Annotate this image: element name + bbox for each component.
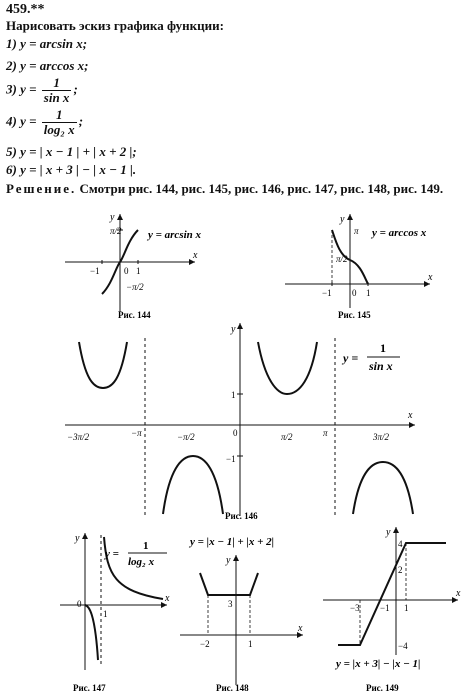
item-4-fraction: $\frac{1}{\text{log₂ x}}$ bbox=[43, 107, 75, 137]
f147-one: 1 bbox=[103, 609, 108, 619]
f149-p1: 1 bbox=[404, 603, 409, 613]
f147-formula-numer: 1 bbox=[143, 540, 149, 552]
f145-formula: y = arccos x bbox=[372, 227, 427, 239]
f149-mfour: −4 bbox=[398, 641, 408, 651]
f144-o: 0 bbox=[124, 266, 129, 276]
solution-text: Смотри рис. 144, рис. 145, рис. 146, рис. 147, рис. 148, рис. 149. bbox=[79, 181, 444, 196]
f149-two: 2 bbox=[398, 565, 403, 575]
f146-one: 1 bbox=[231, 390, 236, 400]
f148-formula: y = |x − 1| + |x + 2| bbox=[190, 536, 275, 548]
f146-x-label: x bbox=[408, 410, 413, 421]
f146-tick-2: −π bbox=[131, 428, 142, 438]
f149-m1: −1 bbox=[380, 603, 390, 613]
solution-word: Решение. bbox=[6, 181, 77, 196]
f145-x-label: x bbox=[428, 272, 433, 283]
f144-mpi2: −π/2 bbox=[126, 282, 144, 292]
f149-m3: −3 bbox=[350, 603, 360, 613]
f146-tick-6: 3π/2 bbox=[373, 432, 390, 442]
f146-o: 0 bbox=[233, 428, 238, 438]
f148-three: 3 bbox=[228, 599, 233, 609]
f146-caption: Рис. 146 bbox=[225, 511, 258, 521]
task-statement: Нарисовать эскиз графика функции: bbox=[6, 18, 224, 33]
item-4: 4) y = $\frac{1}{\text{log₂ x}}$ ; bbox=[6, 107, 84, 137]
f145-m1: −1 bbox=[322, 288, 332, 298]
f145-y-label: y bbox=[340, 214, 345, 225]
f146-tick-1: −3π/2 bbox=[67, 432, 90, 442]
f149-caption: Рис. 149 bbox=[366, 683, 399, 693]
f144-p1: 1 bbox=[136, 266, 141, 276]
f145-pi2: π/2 bbox=[336, 254, 348, 264]
figure-146 bbox=[55, 318, 430, 523]
item-3: 3) y = $\frac{1}{\text{sin x}}$ ; bbox=[6, 75, 78, 105]
f145-caption: Рис. 145 bbox=[338, 310, 371, 320]
item-1: 1) y = arcsin x; bbox=[6, 36, 88, 51]
f148-m2: −2 bbox=[200, 639, 210, 649]
f147-formula-lhs: y = bbox=[105, 548, 119, 560]
figure-148 bbox=[178, 525, 308, 695]
item-5: 5) y = | x − 1 | + | x + 2 |; bbox=[6, 144, 137, 159]
f148-p1: 1 bbox=[248, 639, 253, 649]
item-3-fraction: $\frac{1}{\text{sin x}}$ bbox=[43, 75, 70, 105]
f147-y-label: y bbox=[75, 533, 80, 544]
f146-tick-3: −π/2 bbox=[177, 432, 195, 442]
f147-o: 0 bbox=[77, 599, 82, 609]
f146-tick-5: π bbox=[323, 428, 328, 438]
f144-m1: −1 bbox=[90, 266, 100, 276]
f144-x-label: x bbox=[193, 250, 198, 261]
f147-formula-denom: log₂ x bbox=[128, 556, 155, 568]
solution bbox=[6, 180, 471, 197]
f148-caption: Рис. 148 bbox=[216, 683, 249, 693]
f146-formula-numer: 1 bbox=[380, 341, 386, 355]
f145-pi: π bbox=[354, 226, 359, 236]
item-6: 6) y = | x + 3 | − | x − 1 |. bbox=[6, 162, 137, 177]
f145-o: 0 bbox=[352, 288, 357, 298]
figure-149 bbox=[318, 525, 468, 695]
figure-144 bbox=[60, 212, 230, 322]
f148-y-label: y bbox=[226, 555, 231, 566]
f149-formula: y = |x + 3| − |x − 1| bbox=[336, 658, 421, 670]
f147-caption: Рис. 147 bbox=[73, 683, 106, 693]
f149-x-label: x bbox=[456, 588, 461, 599]
f146-mone: −1 bbox=[226, 454, 236, 464]
f149-y-label: y bbox=[386, 527, 391, 538]
f146-formula-lhs: y = bbox=[343, 351, 359, 365]
item-2: 2) y = arccos x; bbox=[6, 58, 89, 73]
f145-p1: 1 bbox=[366, 288, 371, 298]
figure-145 bbox=[270, 212, 450, 324]
f144-y-label: y bbox=[110, 212, 115, 223]
f146-formula-denom: sin x bbox=[369, 359, 393, 373]
f144-formula: y = arcsin x bbox=[148, 229, 202, 241]
f146-tick-4: π/2 bbox=[281, 432, 293, 442]
f144-pi2: π/2 bbox=[110, 226, 122, 236]
problem-number: 459.** bbox=[6, 2, 45, 17]
f144-caption: Рис. 144 bbox=[118, 310, 151, 320]
figure-147 bbox=[55, 525, 175, 695]
f146-y-label: y bbox=[231, 324, 236, 335]
f147-x-label: x bbox=[165, 593, 170, 604]
f148-x-label: x bbox=[298, 623, 303, 634]
f149-four: 4 bbox=[398, 539, 403, 549]
